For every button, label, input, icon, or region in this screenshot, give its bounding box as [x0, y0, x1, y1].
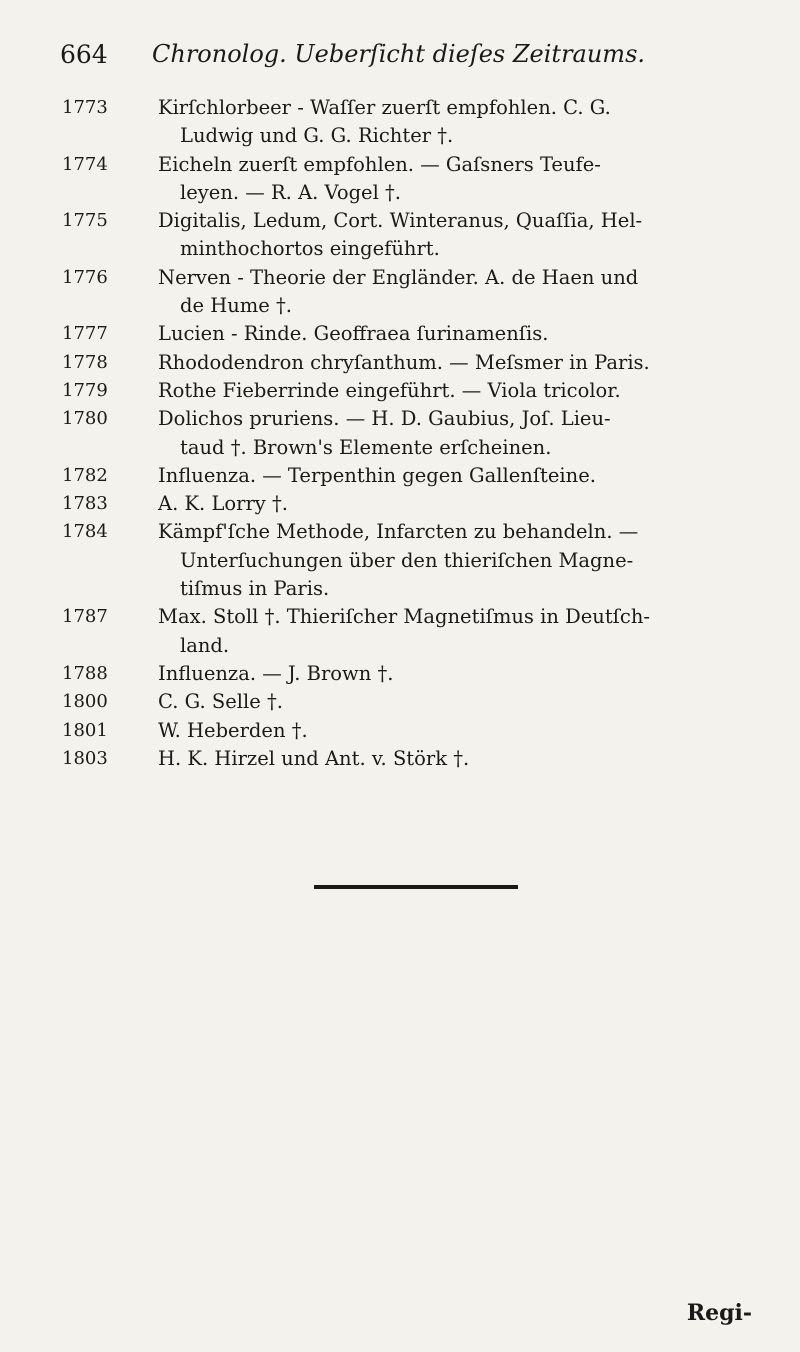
chronology-entry: [62, 745, 742, 773]
entry-text-continuation: Ludwig und G. G. Richter †.: [180, 124, 454, 148]
entry-year: 1800: [62, 691, 108, 713]
chronology-entry: [62, 94, 742, 151]
entry-text: Nerven - Theorie der Engländer. A. de Haen und: [158, 265, 639, 289]
chronology-entry: [62, 320, 742, 348]
entry-text: Kämpf'ſche Methode, Infarcten zu behandeln. —: [158, 520, 639, 544]
entry-year: 1780: [62, 408, 108, 430]
entry-text: Influenza. — J. Brown †.: [158, 661, 394, 685]
chronology-entry: [62, 462, 742, 490]
entry-text-continuation: Unterſuchungen über den thieriſchen Magne-: [180, 548, 634, 572]
chronology-entry: [62, 717, 742, 745]
entry-year: 1803: [62, 747, 108, 769]
chronology-entry: [62, 603, 742, 660]
entry-year: 1774: [62, 153, 108, 175]
entry-text-continuation: tiſmus in Paris.: [180, 577, 330, 601]
entry-text-continuation: leyen. — R. A. Vogel †.: [180, 180, 401, 204]
entry-year: 1787: [62, 606, 108, 628]
chronology-entry: [62, 490, 742, 518]
entry-text: Lucien - Rinde. Geoffraea ſurinamenſis.: [158, 322, 549, 346]
page-header: [60, 40, 760, 80]
entry-text: C. G. Selle †.: [158, 690, 283, 714]
entry-year: 1773: [62, 97, 108, 118]
entry-year: 1779: [62, 379, 108, 401]
entry-year: 1801: [62, 719, 108, 741]
chronology-list: [62, 94, 742, 773]
entry-text-continuation: de Hume †.: [180, 294, 292, 318]
chronology-entry: [62, 688, 742, 716]
entry-text: Dolichos pruriens. — H. D. Gaubius, Joſ. Lieu-: [158, 407, 611, 431]
entry-text: Max. Stoll †. Thieriſcher Magnetiſmus in Deutſch-: [158, 605, 650, 629]
entry-year: 1783: [62, 493, 108, 515]
page-number: 664: [60, 40, 108, 69]
running-head: Chronolog. Ueberſicht dieſes Zeitraums.: [152, 40, 646, 68]
chronology-entry: [62, 405, 742, 462]
chronology-entry: [62, 349, 742, 377]
chronology-entry: [62, 377, 742, 405]
entry-text: Rhododendron chryſanthum. — Meſsmer in Paris.: [158, 350, 650, 374]
entry-text: Kirſchlorbeer - Waſſer zuerſt empfohlen. C. G.: [158, 96, 611, 119]
chronology-entry: [62, 660, 742, 688]
entry-text: A. K. Lorry †.: [158, 492, 288, 516]
entry-text: Influenza. — Terpenthin gegen Gallenſteine.: [158, 463, 596, 487]
catchword: Regi-: [686, 1300, 752, 1326]
entry-text-continuation: minthochortos eingeführt.: [180, 237, 440, 261]
chronology-entry: [62, 207, 742, 264]
entry-year: 1788: [62, 662, 108, 684]
entry-year: 1776: [62, 266, 108, 288]
chronology-entry: [62, 264, 742, 321]
entry-text-continuation: taud †. Brown's Elemente erſcheinen.: [180, 435, 552, 459]
entry-text: Digitalis, Ledum, Cort. Winteranus, Quaſſia, Hel-: [158, 209, 643, 233]
entry-year: 1784: [62, 521, 108, 543]
chronology-entry: [62, 518, 742, 603]
entry-year: 1777: [62, 323, 108, 345]
chronology-entry: [62, 151, 742, 208]
entry-text: H. K. Hirzel und Ant. v. Störk †.: [158, 746, 470, 770]
entry-text-continuation: land.: [180, 633, 230, 657]
section-rule: [314, 885, 518, 889]
entry-year: 1782: [62, 464, 108, 486]
entry-year: 1778: [62, 351, 108, 373]
entry-text: Eicheln zuerſt empfohlen. — Gaſsners Teufe-: [158, 152, 601, 176]
entry-text: Rothe Fieberrinde eingeführt. — Viola tricolor.: [158, 378, 621, 402]
entry-year: 1775: [62, 210, 108, 232]
entry-text: W. Heberden †.: [158, 718, 308, 742]
